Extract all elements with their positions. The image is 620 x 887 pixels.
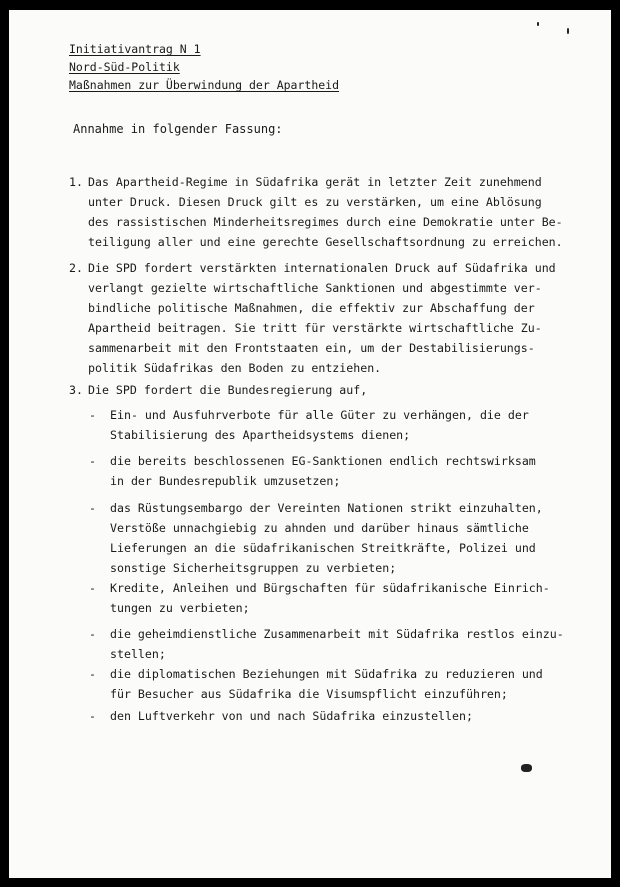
- item-line: Das Apartheid-Regime in Südafrika gerät in letzter Zeit zunehmend: [88, 175, 542, 189]
- item-line: Apartheid beitragen. Sie tritt für verstärkte wirtschaftliche Zu-: [88, 321, 542, 335]
- numbered-item-2: [69, 258, 599, 378]
- item-line: politik Südafrikas den Boden zu entziehen.: [88, 361, 382, 375]
- sub-item-line: Lieferungen an die südafrikanischen Streitkräfte, Polizei und: [110, 541, 536, 555]
- sub-item-line: Ein- und Ausfuhrverbote für alle Güter zu verhängen, die der: [110, 408, 529, 422]
- sub-item-dash: -: [89, 581, 96, 595]
- ink-speck: [567, 28, 569, 34]
- item-line: unter Druck. Diesen Druck gilt es zu verstärken, um eine Ablösung: [88, 195, 542, 209]
- sub-item-line: Kredite, Anleihen und Bürgschaften für südafrikanische Einrich-: [110, 581, 550, 595]
- motion-title: Initiativantrag N 1: [69, 42, 201, 56]
- sub-item-4: [89, 578, 599, 618]
- sub-item-line: sonstige Sicherheitsgruppen zu verbieten;: [110, 561, 397, 575]
- document-page: [9, 10, 611, 878]
- sub-item-line: das Rüstungsembargo der Vereinten Nationen strikt einzuhalten,: [110, 501, 543, 515]
- intro-text: Annahme in folgender Fassung:: [73, 122, 283, 136]
- topic-title: Nord-Süd-Politik: [69, 60, 180, 74]
- numbered-item-1: [69, 172, 599, 252]
- sub-item-dash: -: [89, 408, 96, 422]
- item-line: teiligung aller und eine gerechte Gesellschaftsordnung zu erreichen.: [88, 235, 563, 249]
- sub-item-5: [89, 624, 599, 664]
- sub-item-6: [89, 664, 599, 704]
- sub-item-line: Verstöße unnachgiebig zu ahnden und darüber hinaus sämtliche: [110, 521, 529, 535]
- sub-item-line: stellen;: [110, 647, 166, 661]
- item-number: 2.: [69, 261, 83, 275]
- sub-item-line: die geheimdienstliche Zusammenarbeit mit Südafrika restlos einzu-: [110, 627, 564, 641]
- document-header: [69, 40, 339, 94]
- sub-item-1: [89, 405, 599, 445]
- item-number: 1.: [69, 175, 83, 189]
- item-line: bindliche politische Maßnahmen, die effektiv zur Abschaffung der: [88, 301, 535, 315]
- subject-title: Maßnahmen zur Überwindung der Apartheid: [69, 78, 340, 92]
- sub-item-3: [89, 498, 599, 578]
- item-number: 3.: [69, 383, 83, 397]
- item-line: Die SPD fordert verstärkten internationalen Druck auf Südafrika und: [88, 261, 556, 275]
- sub-item-line: den Luftverkehr von und nach Südafrika einzustellen;: [110, 709, 473, 723]
- item-line: sammenarbeit mit den Frontstaaten ein, um der Destabilisierungs-: [88, 341, 535, 355]
- sub-item-line: in der Bundesrepublik umzusetzen;: [110, 474, 341, 488]
- sub-item-line: die diplomatischen Beziehungen mit Südafrika zu reduzieren und: [110, 667, 543, 681]
- sub-item-2: [89, 451, 599, 491]
- ink-speck: [537, 22, 539, 26]
- sub-item-line: Stabilisierung des Apartheidsystems dienen;: [110, 428, 411, 442]
- sub-item-dash: -: [89, 667, 96, 681]
- item-line: des rassistischen Minderheitsregimes durch eine Demokratie unter Be-: [88, 215, 563, 229]
- sub-item-7: [89, 706, 599, 726]
- sub-item-dash: -: [89, 627, 96, 641]
- item-line: Die SPD fordert die Bundesregierung auf,: [88, 383, 368, 397]
- item-line: verlangt gezielte wirtschaftliche Sanktionen und abgestimmte ver-: [88, 281, 542, 295]
- sub-item-dash: -: [89, 709, 96, 723]
- ink-smudge: [521, 764, 532, 772]
- numbered-item-3: [69, 380, 599, 400]
- sub-item-line: die bereits beschlossenen EG-Sanktionen endlich rechtswirksam: [110, 454, 536, 468]
- sub-item-dash: -: [89, 501, 96, 515]
- sub-item-dash: -: [89, 454, 96, 468]
- sub-item-line: tungen zu verbieten;: [110, 601, 250, 615]
- sub-item-line: für Besucher aus Südafrika die Visumspflicht einzuführen;: [110, 687, 508, 701]
